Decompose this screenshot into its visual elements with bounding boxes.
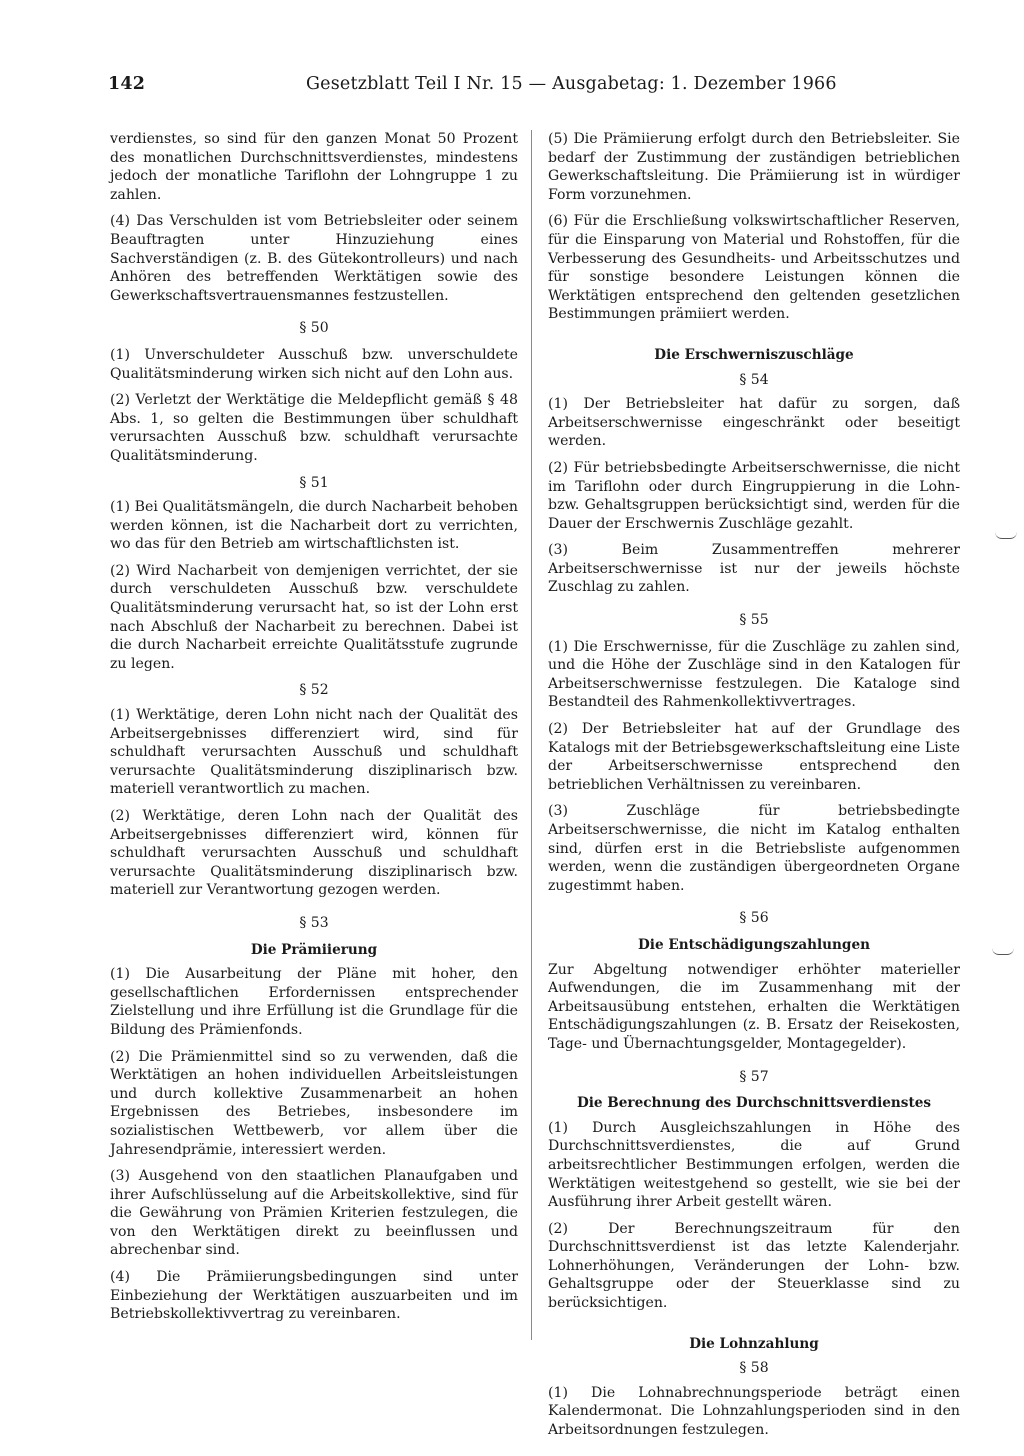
margin-mark bbox=[995, 532, 1017, 539]
paragraph: (1) Bei Qualitätsmängeln, die durch Nacharbeit behoben werden können, ist die Nacharbeit dort zu verrichten, wo das für den Betrieb am wirtschaftlichsten ist. bbox=[110, 499, 518, 553]
section-heading-52: § 52 bbox=[299, 682, 329, 699]
paragraph: (6) Für die Erschließung volkswirtschaftlicher Reserven, für die Einsparung von Material und Rohstoffen, für die Verbesserung des Gesundheits- und Arbeitsschutzes und für sonstige besondere Leistungen können die Werktätigen entsprechend den geltenden gesetzlichen Bestimmungen prämiiert werden. bbox=[548, 213, 960, 323]
right-column bbox=[548, 130, 960, 1448]
page-number: 142 bbox=[108, 74, 146, 94]
gazette-title: Gesetzblatt Teil I Nr. 15 — Ausgabetag: 1. Dezember 1966 bbox=[306, 74, 837, 94]
paragraph: (2) Für betriebsbedingte Arbeitserschwernisse, die nicht im Tariflohn oder durch Eingruppierung in die Lohn- bzw. Gehaltsgruppen berücksichtigt sind, werden für die Dauer der Erschwernis Zuschläge gezahlt. bbox=[548, 459, 960, 532]
section-heading-50: § 50 bbox=[299, 320, 329, 337]
section-heading-55: § 55 bbox=[739, 612, 769, 629]
paragraph: (1) Werktätige, deren Lohn nicht nach der Qualität des Arbeitsergebnisses differenziert wird, sind für schuldhaft verursachten Ausschuß und schuldhaft verursachte Qualitätsminderung disziplinarisch bzw. materiell verantwortlich zu machen. bbox=[110, 707, 518, 798]
paragraph: (4) Die Prämiierungsbedingungen sind unter Einbeziehung der Werktätigen auszuarbeiten und im Betriebskollektivvertrag zu vereinbaren. bbox=[110, 1269, 518, 1323]
section-heading-54: § 54 bbox=[739, 371, 769, 388]
paragraph: (1) Durch Ausgleichszahlungen in Höhe des Durchschnittsverdienstes, die auf Grund arbeitsrechtlicher Bestimmungen erfolgen, werden die Werktätigen weitestgehend so gestellt, wie sie bei der Ausführung ihrer Arbeit gestellt wären. bbox=[548, 1119, 960, 1211]
section-heading-57: § 57 bbox=[739, 1068, 769, 1085]
paragraph: (4) Das Verschulden ist vom Betriebsleiter oder seinem Beauftragten unter Hinzuziehung eines Sachverständigen (z. B. des Gütekontrolleurs) und nach Anhören des betreffenden Werktätigen sowie des Gewerkschaftsvertrauensmannes festzustellen. bbox=[110, 213, 518, 304]
paragraph: (1) Die Lohnabrechnungsperiode beträgt einen Kalendermonat. Die Lohnzahlungsperioden sind in den Arbeitsordnungen festzulegen. bbox=[548, 1384, 960, 1439]
paragraph: (2) Wird Nacharbeit von demjenigen verrichtet, der sie durch verschuldeten Ausschuß bzw. verschuldete Qualitätsminderung verursacht hat, so ist der Lohn erst nach Abschluß der Nacharbeit zu berechnen. Dabei ist die durch Nacharbeit erreichte Qualitätsstufe zugrunde zu legen. bbox=[110, 562, 518, 672]
paragraph: (2) Verletzt der Werktätige die Meldepflicht gemäß § 48 Abs. 1, so gelten die Bestimmungen über schuldhaft verursachten Ausschuß bzw. schuldhaft verursachte Qualitätsminderung. bbox=[110, 392, 518, 464]
page-header bbox=[108, 74, 837, 100]
paragraph: Zur Abgeltung notwendiger erhöhter materieller Aufwendungen, die im Zusammenhang mit der Arbeitsausübung entstehen, erhalten die Werktätigen Entschädigungszahlungen (z. B. Ersatz der Reisekosten, Tage- und Übernachtungsgelder, Montagegelder). bbox=[548, 961, 960, 1052]
section-title-entschaedigungszahlungen: Die Entschädigungszahlungen bbox=[638, 936, 870, 953]
paragraph: (1) Die Ausarbeitung der Pläne mit hoher, den gesellschaftlichen Erfordernissen entsprechender Zielstellung und ihre Erfüllung ist die Grundlage für die Bildung des Prämienfonds. bbox=[110, 966, 518, 1038]
paragraph: (1) Unverschuldeter Ausschuß bzw. unverschuldete Qualitätsminderung wirken sich nicht auf den Lohn aus. bbox=[110, 346, 518, 382]
paragraph: (5) Die Prämiierung erfolgt durch den Betriebsleiter. Sie bedarf der Zustimmung der zuständigen betrieblichen Gewerkschaftsleitung. Die Prämiierung ist in würdiger Form vorzunehmen. bbox=[548, 131, 960, 203]
column-divider bbox=[531, 130, 532, 1340]
paragraph: (3) Ausgehend von den staatlichen Planaufgaben und ihrer Aufschlüsselung auf die Arbeitskollektive, sind für die Gewährung von Prämien Kriterien festzulegen, die von den Werktätigen direkt zu beeinflussen und abrechenbar sind. bbox=[110, 1168, 518, 1259]
section-title-erschwerniszuschlaege: Die Erschwerniszuschläge bbox=[654, 346, 854, 363]
paragraph: (2) Der Berechnungszeitraum für den Durchschnittsverdienst ist das letzte Kalenderjahr. Lohnerhöhungen, Veränderungen der Lohn- bzw. Gehaltsgruppe oder der Steuerklasse sind zu berücksichtigen. bbox=[548, 1220, 960, 1312]
section-heading-53: § 53 bbox=[299, 914, 329, 931]
paragraph: (2) Der Betriebsleiter hat auf der Grundlage des Katalogs mit der Betriebsgewerkschaftsleitung eine Liste der Arbeitserschwernisse entsprechend den betrieblichen Verhältnissen zu vereinbaren. bbox=[548, 721, 960, 793]
paragraph: verdienstes, so sind für den ganzen Monat 50 Prozent des monatlichen Durchschnittsverdienstes, mindestens jedoch der monatliche Tariflohn der Lohngruppe 1 zu zahlen. bbox=[110, 131, 518, 203]
section-heading-51: § 51 bbox=[299, 474, 329, 491]
left-column bbox=[110, 130, 518, 1332]
paragraph: (1) Der Betriebsleiter hat dafür zu sorgen, daß Arbeitserschwernisse eingeschränkt oder beseitigt werden. bbox=[548, 396, 960, 450]
paragraph: (3) Beim Zusammentreffen mehrerer Arbeitserschwernisse ist nur der jeweils höchste Zuschlag zu zahlen. bbox=[548, 542, 960, 596]
section-title-praemiierung: Die Prämiierung bbox=[250, 941, 378, 958]
paragraph: (2) Werktätige, deren Lohn nach der Qualität des Arbeitsergebnisses differenziert wird, können für schuldhaft verursachten Ausschuß und schuldhaft verursachte Qualitätsminderung disziplinarisch bzw. materiell zur Verantwortung gezogen werden. bbox=[110, 808, 518, 899]
section-title-durchschnittsverdienst: Die Berechnung des Durchschnittsverdienstes bbox=[576, 1095, 932, 1112]
section-title-lohnzahlung: Die Lohnzahlung bbox=[689, 1335, 819, 1352]
paragraph: (2) Die Prämienmittel sind so zu verwenden, daß die Werktätigen an hohen individuellen Arbeitsleistungen und durch kollektive Zusammenarbeit an hohen Ergebnissen des Betriebes, insbesondere im sozialistischen Wettbewerb, vor allem über die Jahresendprämie, interessiert werden. bbox=[110, 1048, 518, 1158]
margin-mark bbox=[992, 948, 1014, 955]
section-heading-56: § 56 bbox=[739, 910, 769, 927]
section-heading-58: § 58 bbox=[739, 1360, 769, 1377]
paragraph: (3) Zuschläge für betriebsbedingte Arbeitserschwernisse, die nicht im Katalog enthalten sind, dürfen erst in die Betriebsliste aufgenommen werden, wenn die zuständigen übergeordneten Organe zugestimmt haben. bbox=[548, 803, 960, 894]
paragraph: (1) Die Erschwernisse, für die Zuschläge zu zahlen sind, und die Höhe der Zuschläge sind in den Katalogen für Arbeitserschwernisse festzulegen. Die Kataloge sind Bestandteil des Rahmenkollektivvertrages. bbox=[548, 638, 960, 711]
